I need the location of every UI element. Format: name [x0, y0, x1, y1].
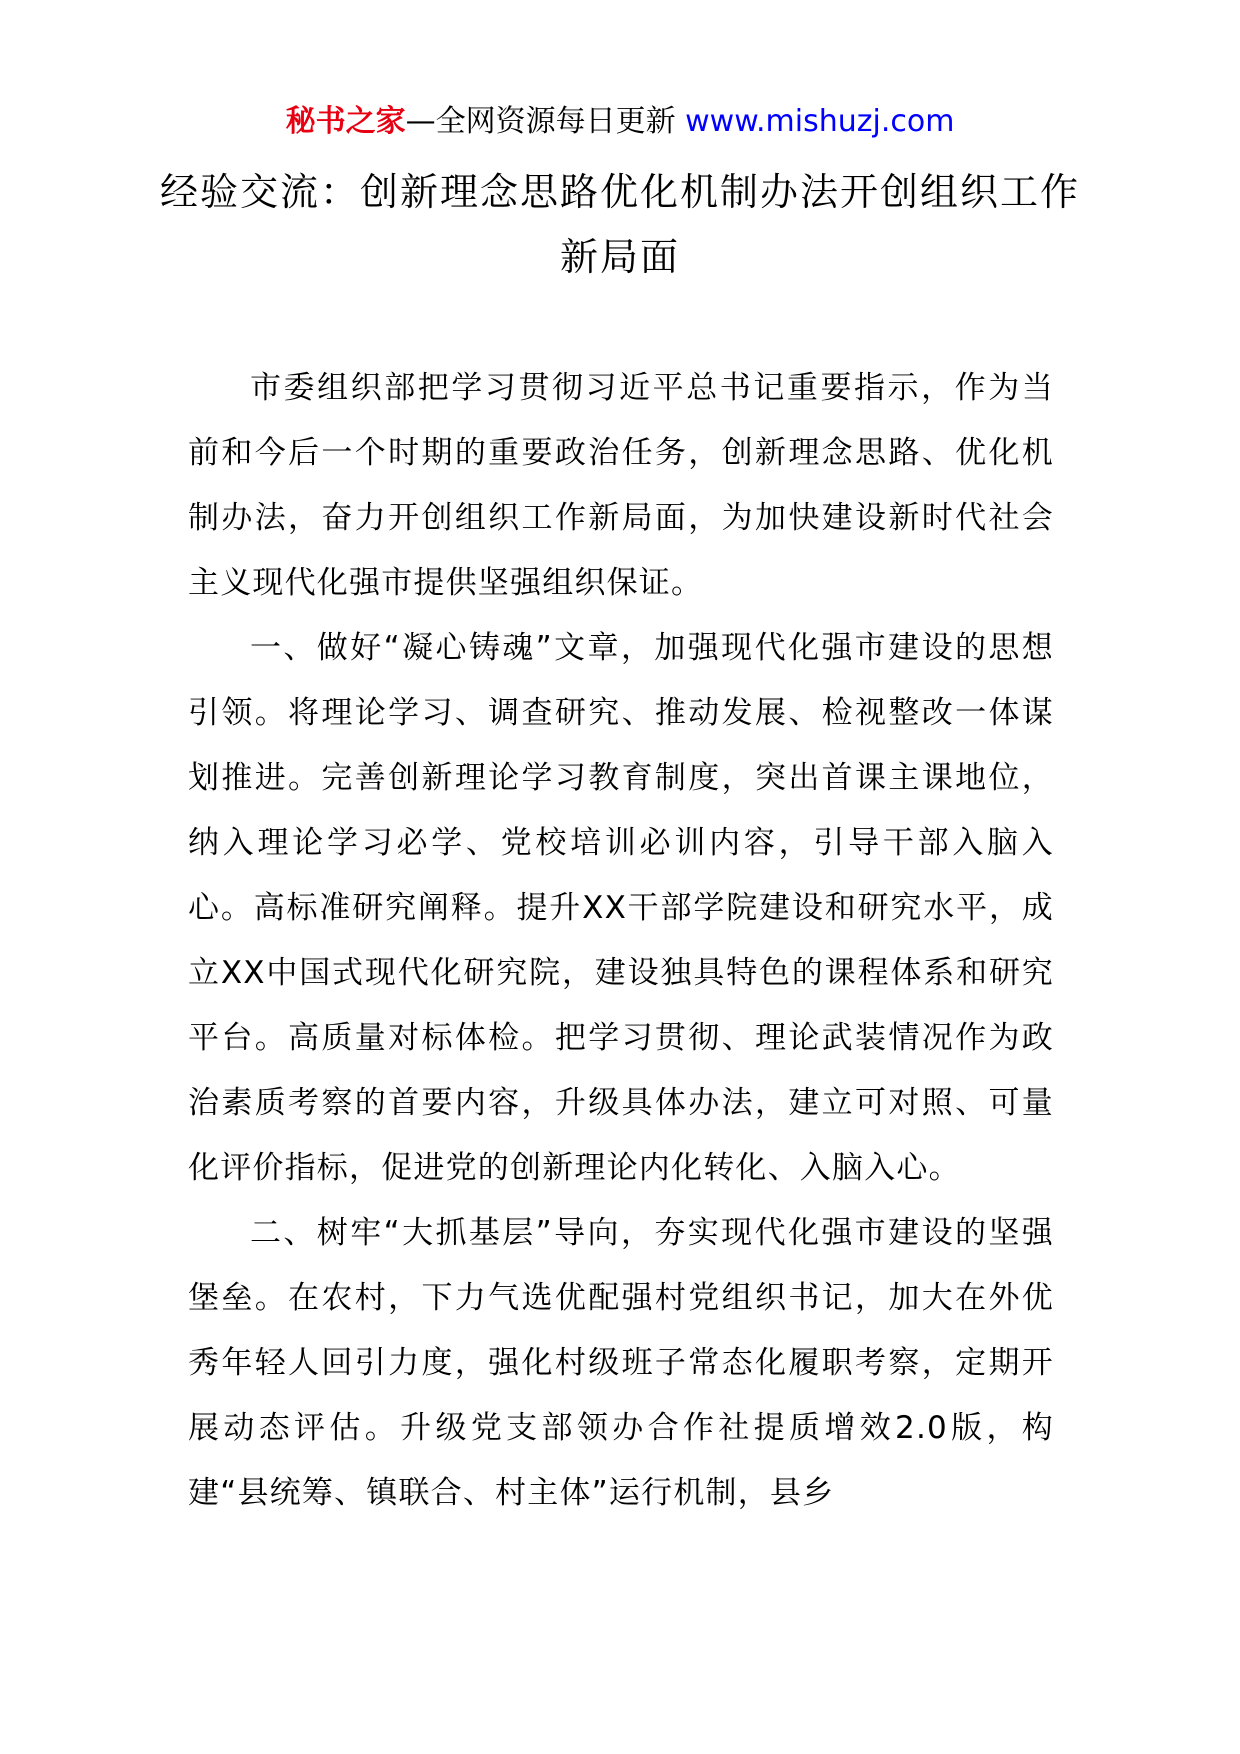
brand-name: 秘书之家 [285, 104, 406, 139]
paragraph-section-1: 一、做好“凝心铸魂”文章，加强现代化强市建设的思想引领。将理论学习、调查研究、推动发展、检视整改一体谋划推进。完善创新理论学习教育制度，突出首课主课地位，纳入理论学习必学、党校培训必训内容，引导干部入脑入心。高标准研究阐释。提升XX干部学院建设和研究水平，成立XX中国式现代化研究院，建设独具特色的课程体系和研究平台。高质量对标体检。把学习贯彻、理论武装情况作为政治素质考察的首要内容，升级具体办法，建立可对照、可量化评价指标，促进党的创新理论内化转化、入脑入心。 [188, 630, 1054, 1186]
document-title: 经验交流：创新理念思路优化机制办法开创组织工作新局面 [159, 170, 1080, 279]
document-body [188, 356, 1054, 1526]
paragraph-intro: 市委组织部把学习贯彻习近平总书记重要指示，作为当前和今后一个时期的重要政治任务，创新理念思路、优化机制办法，奋力开创组织工作新局面，为加快建设新时代社会主义现代化强市提供坚强组织保证。 [188, 370, 1054, 601]
header-tagline: —全网资源每日更新 [405, 104, 676, 139]
site-link[interactable]: www.mishuzj.com [685, 104, 955, 139]
paragraph-section-2: 二、树牢“大抓基层”导向，夯实现代化强市建设的坚强堡垒。在农村，下力气选优配强村党组织书记，加大在外优秀年轻人回引力度，强化村级班子常态化履职考察，定期开展动态评估。升级党支部领办合作社提质增效2.0版，构建“县统筹、镇联合、村主体”运行机制，县乡 [188, 1215, 1054, 1511]
watermark-header [0, 100, 1240, 144]
